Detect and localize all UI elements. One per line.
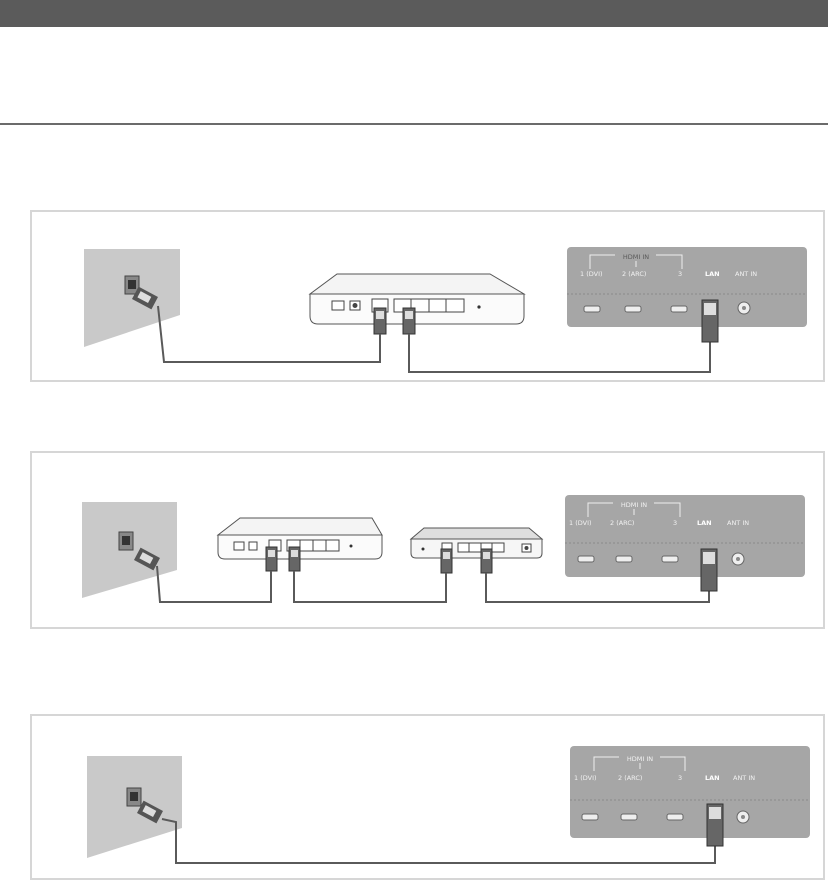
hub-uplink-plug (441, 549, 452, 573)
router-lan-plug (403, 308, 415, 334)
hdmi-port-2-label: 2 (ARC) (610, 519, 635, 527)
router-wan-plug (374, 308, 386, 334)
hdmi-in-label: HDMI IN (620, 501, 648, 509)
wall-outlet (84, 249, 180, 347)
cable-router-to-tv (409, 334, 710, 372)
wall-outlet (87, 756, 182, 858)
cable-wall-to-modem (157, 566, 271, 602)
diagram-panel-2 (30, 451, 825, 629)
hdmi-port-2-label: 2 (ARC) (618, 774, 643, 782)
tv-connection-panel (567, 247, 807, 327)
tv-lan-plug (702, 300, 718, 342)
router-device (310, 274, 524, 324)
modem-wan-plug (266, 547, 277, 571)
lan-port-label: LAN (705, 774, 720, 782)
hdmi-in-label: HDMI IN (626, 755, 654, 763)
hdmi-port-2-label: 2 (ARC) (622, 270, 647, 278)
wall-outlet (82, 502, 177, 598)
ant-in-label: ANT IN (727, 519, 750, 527)
ant-in-label: ANT IN (735, 270, 758, 278)
lan-port-label: LAN (697, 519, 712, 527)
section-divider (0, 123, 828, 125)
lan-port-label: LAN (705, 270, 720, 278)
ant-in-label: ANT IN (733, 774, 756, 782)
hub-device (411, 528, 542, 558)
hdmi-port-3-label: 3 (673, 519, 678, 527)
diagram-panel-3 (30, 714, 825, 880)
hdmi-port-1-label: 1 (DVI) (569, 519, 592, 527)
tv-lan-plug (701, 549, 717, 591)
hdmi-port-3-label: 3 (678, 270, 683, 278)
hdmi-port-1-label: 1 (DVI) (574, 774, 597, 782)
tv-connection-panel (570, 746, 810, 838)
tv-connection-panel (565, 495, 805, 577)
header-bar (0, 0, 828, 27)
hdmi-in-label: HDMI IN (622, 253, 650, 261)
diagram-panel-1 (30, 210, 825, 382)
tv-lan-plug (707, 804, 723, 846)
cable-modem-to-hub (294, 571, 446, 602)
hub-lan-plug (481, 549, 492, 573)
modem-lan-plug (289, 547, 300, 571)
hdmi-port-1-label: 1 (DVI) (580, 270, 603, 278)
hdmi-port-3-label: 3 (678, 774, 683, 782)
cable-hub-to-tv (486, 573, 709, 602)
